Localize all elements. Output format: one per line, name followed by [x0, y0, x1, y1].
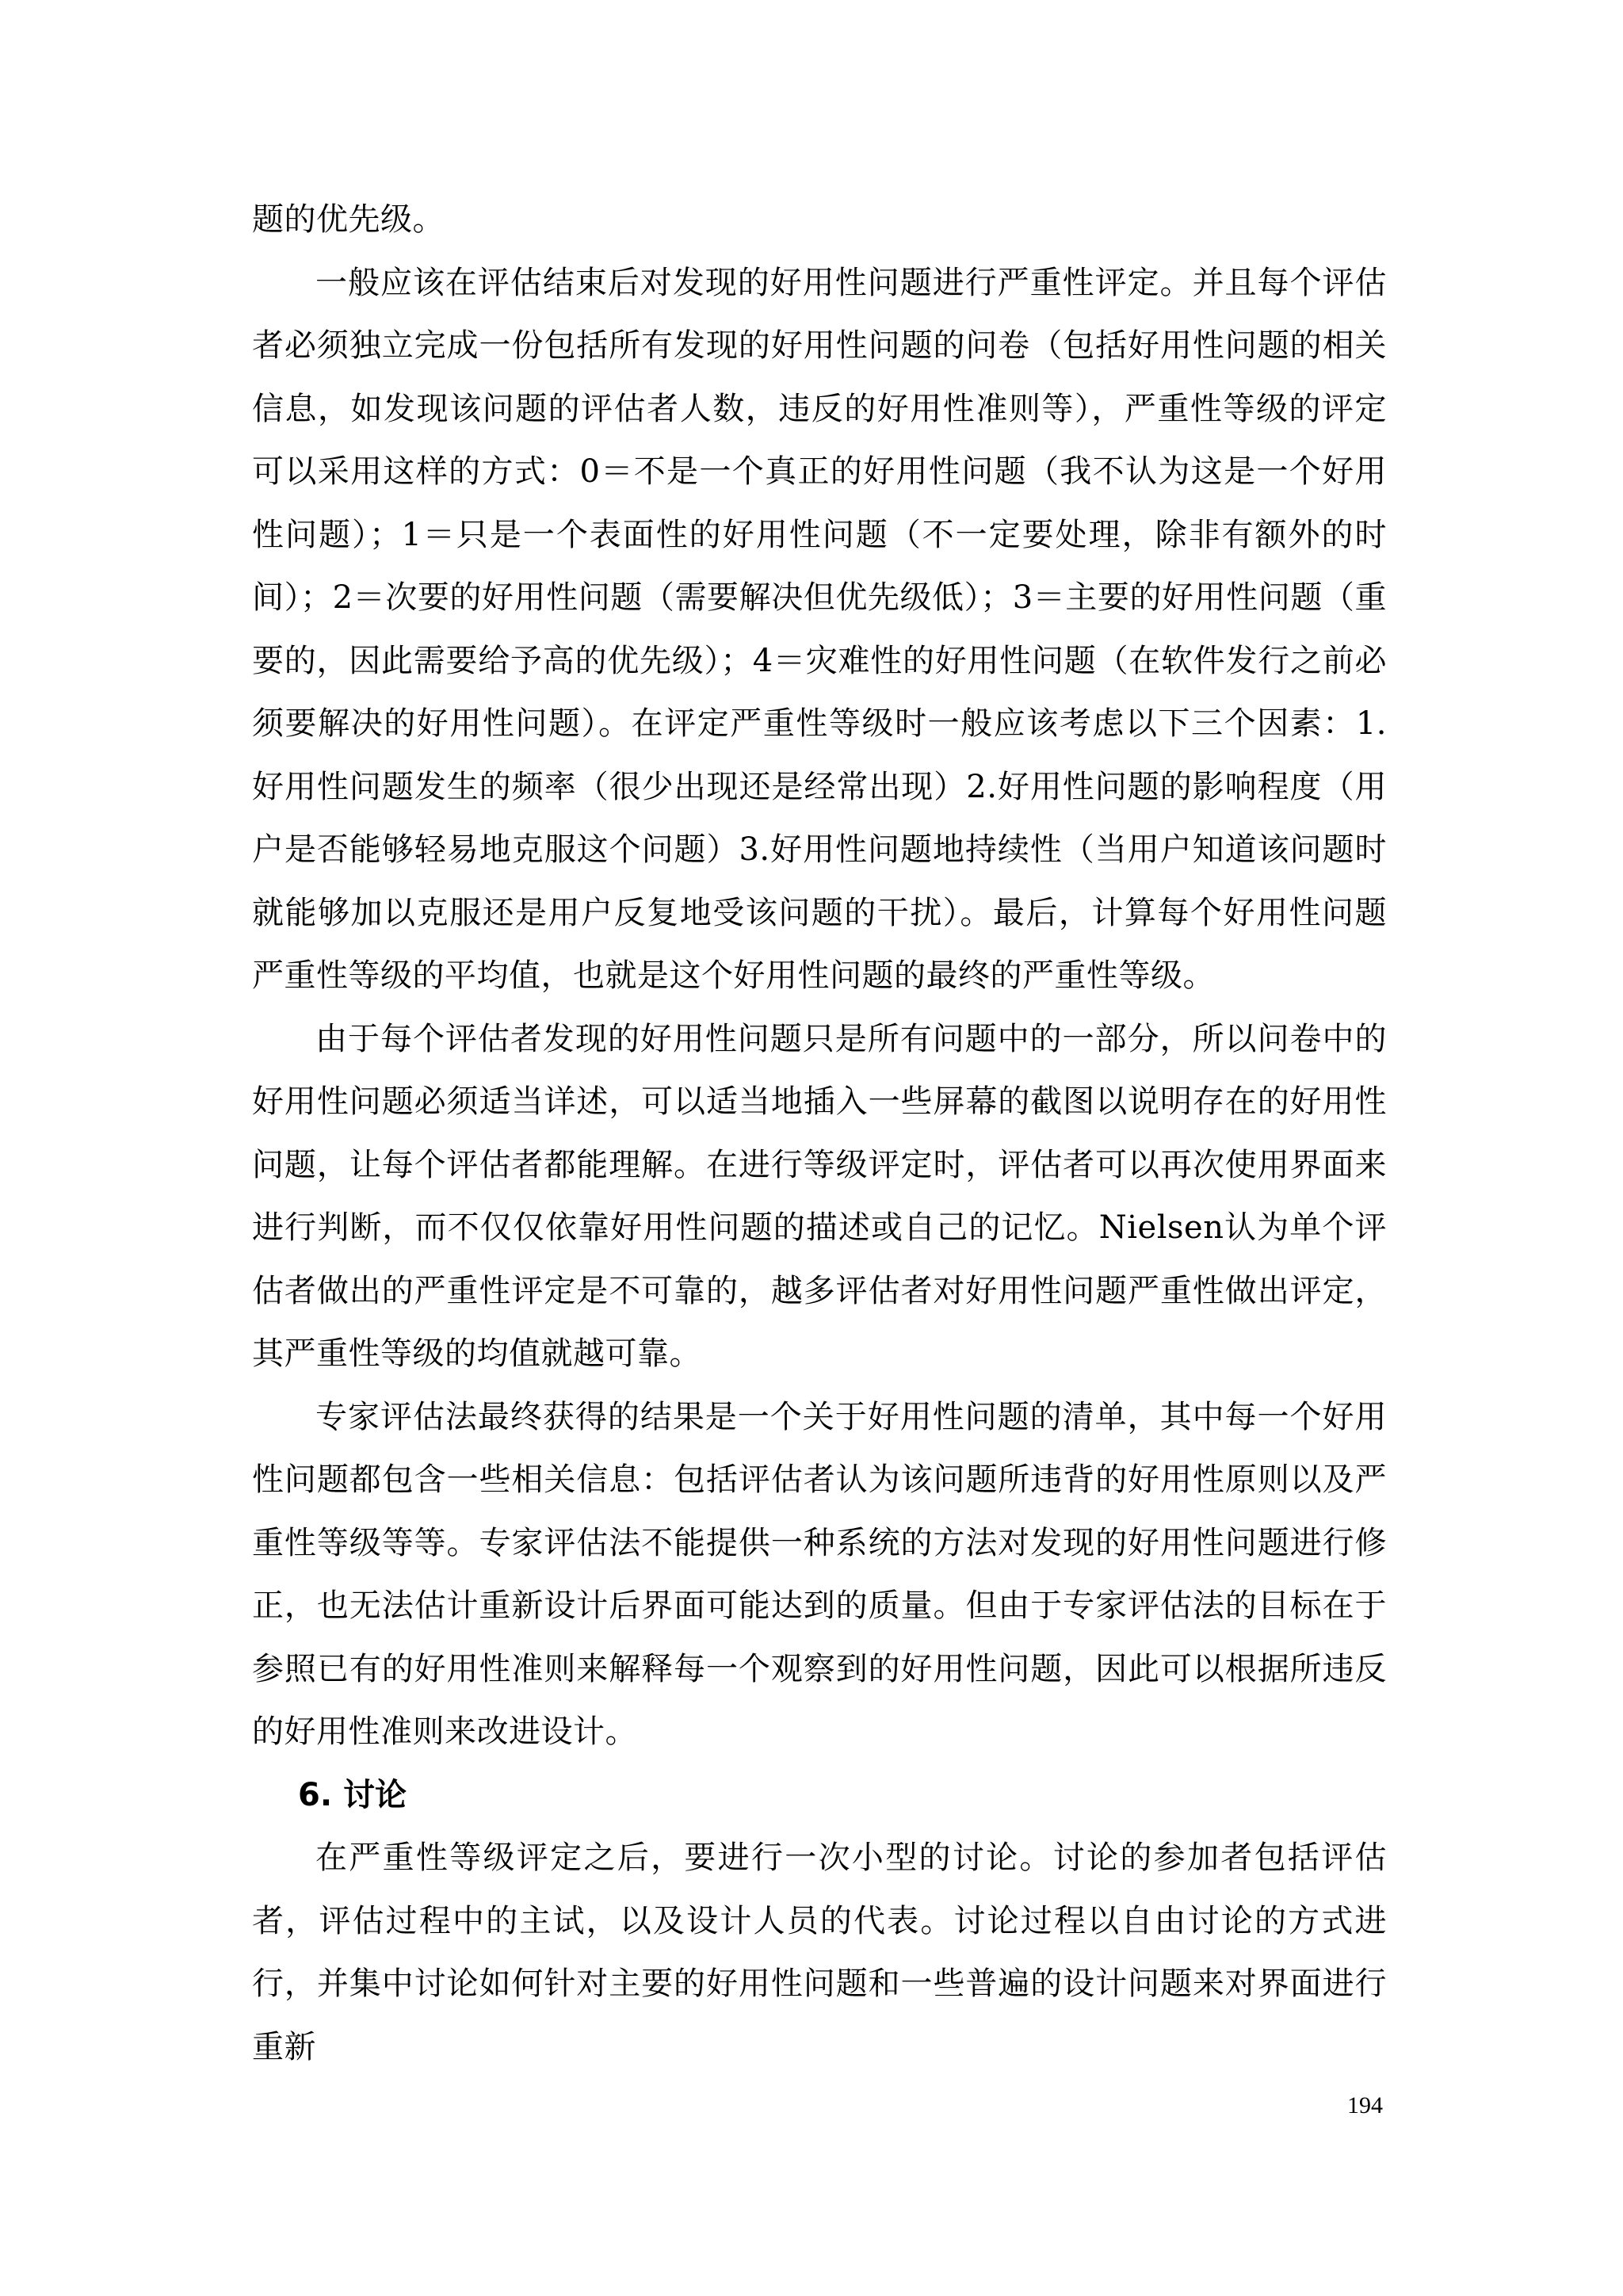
paragraph-severity-rating: 一般应该在评估结束后对发现的好用性问题进行严重性评定。并且每个评估者必须独立完成一份包括所有发现的好用性问题的问卷（包括好用性问题的相关信息，如发现该问题的评估者人数，违反的好用性准则等），严重性等级的评定可以采用这样的方式：0＝不是一个真正的好用性问题（我不认为这是一个好用性问题）；1＝只是一个表面性的好用性问题（不一定要处理，除非有额外的时间）；2＝次要的好用性问题（需要解决但优先级低）；3＝主要的好用性问题（重要的，因此需要给予高的优先级）；4＝灾难性的好用性问题（在软件发行之前必须要解决的好用性问题）。在评定严重性等级时一般应该考虑以下三个因素：1.好用性问题发生的频率（很少出现还是经常出现）2.好用性问题的影响程度（用户是否能够轻易地克服这个问题）3.好用性问题地持续性（当用户知道该问题时就能够加以克服还是用户反复地受该问题的干扰）。最后，计算每个好用性问题严重性等级的平均值，也就是这个好用性问题的最终的严重性等级。 [252, 264, 1387, 994]
paragraph-discussion: 在严重性等级评定之后，要进行一次小型的讨论。讨论的参加者包括评估者，评估过程中的主试，以及设计人员的代表。讨论过程以自由讨论的方式进行，并集中讨论如何针对主要的好用性问题和一些普遍的设计问题来对界面进行重新 [252, 1839, 1387, 2065]
paragraph-problem-detail: 由于每个评估者发现的好用性问题只是所有问题中的一部分，所以问卷中的好用性问题必须适当详述，可以适当地插入一些屏幕的截图以说明存在的好用性问题，让每个评估者都能理解。在进行等级评定时，评估者可以再次使用界面来进行判断，而不仅仅依靠好用性问题的描述或自己的记忆。Nielsen认为单个评估者做出的严重性评定是不可靠的，越多评估者对好用性问题严重性做出评定，其严重性等级的均值就越可靠。 [252, 1020, 1387, 1372]
paragraph-evaluation-result: 专家评估法最终获得的结果是一个关于好用性问题的清单，其中每一个好用性问题都包含一些相关信息：包括评估者认为该问题所违背的好用性原则以及严重性等级等等。专家评估法不能提供一种系统的方法对发现的好用性问题进行修正，也无法估计重新设计后界面可能达到的质量。但由于专家评估法的目标在于参照已有的好用性准则来解释每一个观察到的好用性问题，因此可以根据所违反的好用性准则来改进设计。 [252, 1398, 1387, 1750]
paragraph-continuation: 题的优先级。 [252, 201, 445, 238]
section-heading-discussion: 6. 讨论 [298, 1776, 407, 1813]
page-body [252, 189, 1387, 2079]
page-number: 194 [1347, 2092, 1383, 2118]
